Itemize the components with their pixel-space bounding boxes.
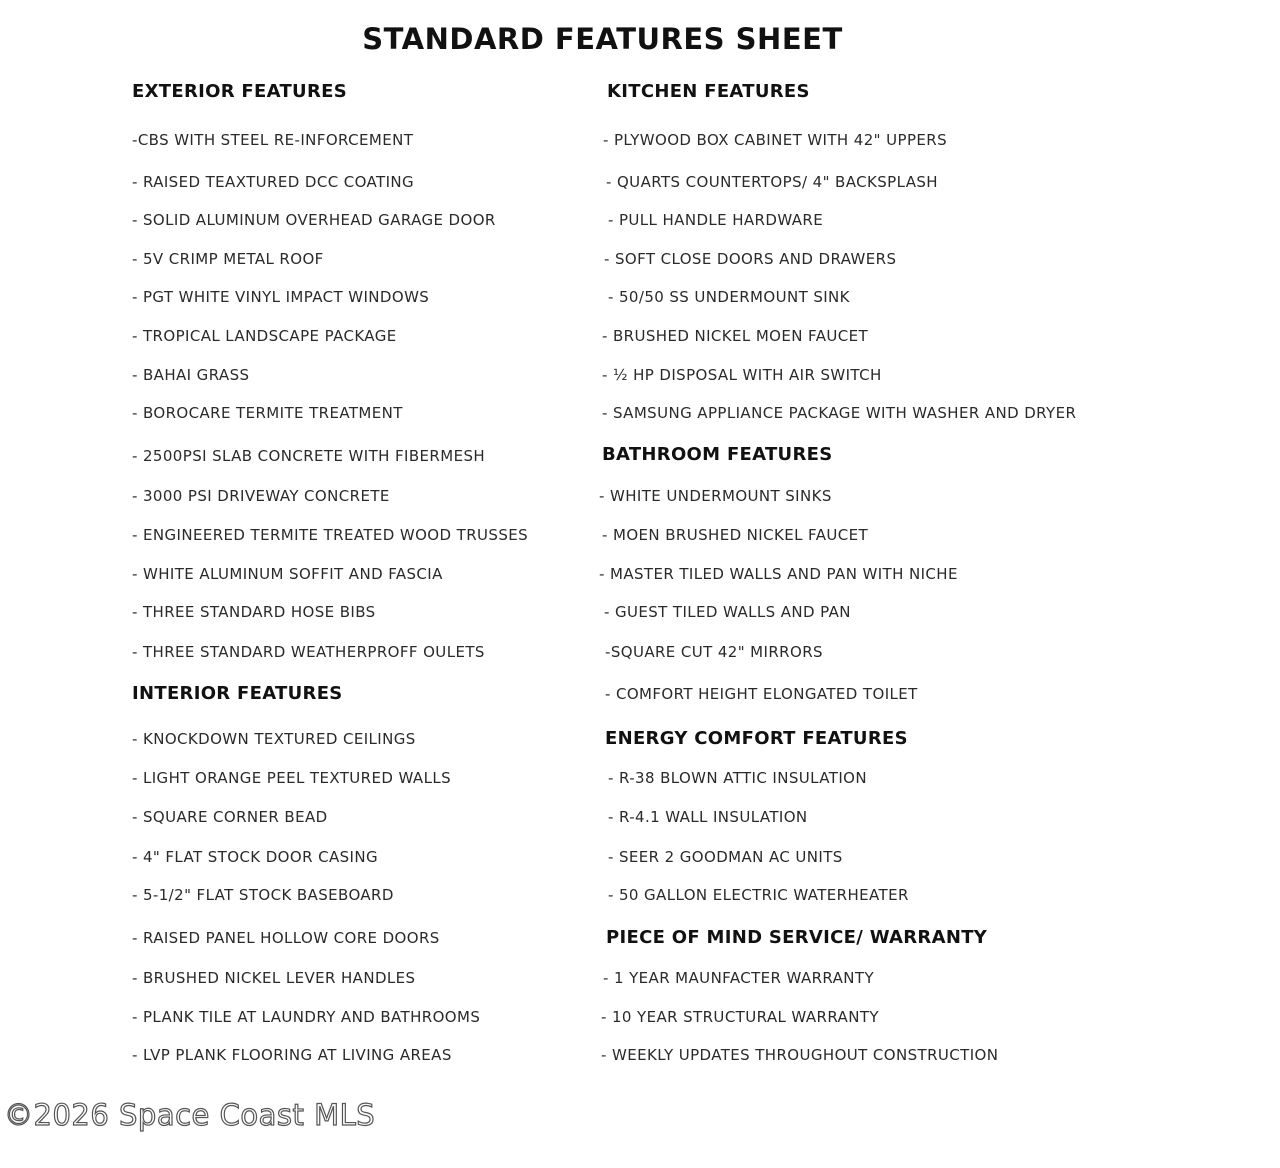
- list-item: - PGT WHITE VINYL IMPACT WINDOWS: [132, 288, 430, 306]
- list-item: - R-4.1 WALL INSULATION: [608, 808, 808, 826]
- list-item: - 2500PSI SLAB CONCRETE WITH FIBERMESH: [132, 447, 486, 465]
- warranty-heading: PIECE OF MIND SERVICE/ WARRANTY: [606, 927, 988, 948]
- list-item: - SQUARE CORNER BEAD: [132, 808, 328, 826]
- list-item: - 1 YEAR MAUNFACTER WARRANTY: [603, 969, 875, 987]
- list-item: - ½ HP DISPOSAL WITH AIR SWITCH: [602, 366, 882, 384]
- list-item: - THREE STANDARD HOSE BIBS: [132, 603, 376, 621]
- list-item: - GUEST TILED WALLS AND PAN: [604, 603, 851, 621]
- list-item: -SQUARE CUT 42" MIRRORS: [605, 643, 823, 661]
- list-item: - 50/50 SS UNDERMOUNT SINK: [608, 288, 850, 306]
- list-item: -CBS WITH STEEL RE-INFORCEMENT: [132, 131, 414, 149]
- bathroom-heading: BATHROOM FEATURES: [602, 444, 833, 465]
- list-item: - MASTER TILED WALLS AND PAN WITH NICHE: [599, 565, 958, 583]
- list-item: - R-38 BLOWN ATTIC INSULATION: [608, 769, 867, 787]
- list-item: - COMFORT HEIGHT ELONGATED TOILET: [605, 685, 918, 703]
- list-item: - 50 GALLON ELECTRIC WATERHEATER: [608, 886, 909, 904]
- list-item: - PULL HANDLE HARDWARE: [608, 211, 824, 229]
- energy-heading: ENERGY COMFORT FEATURES: [605, 728, 908, 749]
- list-item: - SOLID ALUMINUM OVERHEAD GARAGE DOOR: [132, 211, 496, 229]
- list-item: - 10 YEAR STRUCTURAL WARRANTY: [601, 1008, 879, 1026]
- list-item: - BOROCARE TERMITE TREATMENT: [132, 404, 403, 422]
- list-item: - QUARTS COUNTERTOPS/ 4" BACKSPLASH: [606, 173, 938, 191]
- list-item: - MOEN BRUSHED NICKEL FAUCET: [602, 526, 869, 544]
- kitchen-heading: KITCHEN FEATURES: [607, 81, 810, 102]
- list-item: - BRUSHED NICKEL LEVER HANDLES: [132, 969, 416, 987]
- list-item: - 3000 PSI DRIVEWAY CONCRETE: [132, 487, 390, 505]
- list-item: - WHITE ALUMINUM SOFFIT AND FASCIA: [132, 565, 443, 583]
- list-item: - LVP PLANK FLOORING AT LIVING AREAS: [132, 1046, 452, 1064]
- list-item: - SOFT CLOSE DOORS AND DRAWERS: [604, 250, 897, 268]
- list-item: - RAISED PANEL HOLLOW CORE DOORS: [132, 929, 440, 947]
- exterior-heading: EXTERIOR FEATURES: [132, 81, 347, 102]
- list-item: - PLYWOOD BOX CABINET WITH 42" UPPERS: [603, 131, 948, 149]
- list-item: - WEEKLY UPDATES THROUGHOUT CONSTRUCTION: [601, 1046, 999, 1064]
- copyright-watermark: ©2026 Space Coast MLS: [4, 1098, 376, 1132]
- list-item: - 4" FLAT STOCK DOOR CASING: [132, 848, 378, 866]
- list-item: - TROPICAL LANDSCAPE PACKAGE: [132, 327, 397, 345]
- list-item: - 5V CRIMP METAL ROOF: [132, 250, 324, 268]
- list-item: - THREE STANDARD WEATHERPROFF OULETS: [132, 643, 485, 661]
- list-item: - 5-1/2" FLAT STOCK BASEBOARD: [132, 886, 394, 904]
- list-item: - SEER 2 GOODMAN AC UNITS: [608, 848, 843, 866]
- interior-heading: INTERIOR FEATURES: [132, 683, 343, 704]
- list-item: - RAISED TEAXTURED DCC COATING: [132, 173, 415, 191]
- list-item: - WHITE UNDERMOUNT SINKS: [599, 487, 832, 505]
- list-item: - SAMSUNG APPLIANCE PACKAGE WITH WASHER AND DRYER: [602, 404, 1077, 422]
- list-item: - PLANK TILE AT LAUNDRY AND BATHROOMS: [132, 1008, 481, 1026]
- list-item: - KNOCKDOWN TEXTURED CEILINGS: [132, 730, 416, 748]
- list-item: - ENGINEERED TERMITE TREATED WOOD TRUSSES: [132, 526, 529, 544]
- list-item: - BRUSHED NICKEL MOEN FAUCET: [602, 327, 869, 345]
- list-item: - LIGHT ORANGE PEEL TEXTURED WALLS: [132, 769, 452, 787]
- page-title: STANDARD FEATURES SHEET: [362, 22, 843, 56]
- list-item: - BAHAI GRASS: [132, 366, 250, 384]
